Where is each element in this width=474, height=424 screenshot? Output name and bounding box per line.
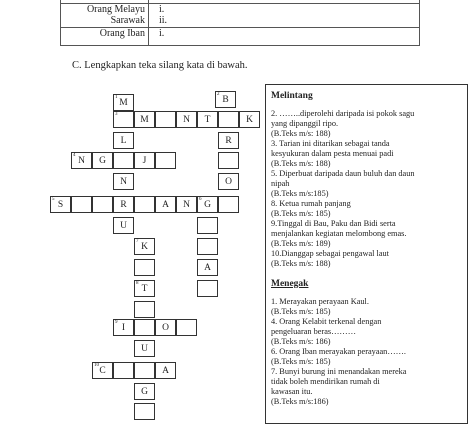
crossword-cell[interactable]: 7 K <box>134 238 155 255</box>
clue-line: pengeluaran beras……… <box>271 327 357 336</box>
crossword-cell[interactable]: G <box>92 152 113 169</box>
clue-line: 2. ……..diperolehi daripada isi pokok sagu <box>271 109 415 118</box>
crossword-cell[interactable]: 4 N <box>71 152 92 169</box>
table-cell-ethnic-group: Orang Melayu Sarawak <box>86 4 145 26</box>
crossword-cell[interactable] <box>134 259 155 276</box>
clue-line: (B.Teks m/s: 185) <box>271 307 331 316</box>
crossword-instruction: C. Lengkapkan teka silang kata di bawah. <box>72 60 248 71</box>
clue-line: 7. Bunyi burung ini menandakan mereka <box>271 367 407 376</box>
crossword-cell[interactable] <box>218 196 239 213</box>
crossword-cell[interactable]: A <box>197 259 218 276</box>
table-cell-answer: ii. <box>159 15 168 26</box>
crossword-cell[interactable]: K <box>239 111 260 128</box>
crossword-cell[interactable] <box>92 196 113 213</box>
clue-line: 9.Tinggal di Bau, Paku dan Bidi serta <box>271 219 396 228</box>
crossword-cell[interactable] <box>113 152 134 169</box>
clue-line: tidak boleh mendirikan rumah di <box>271 377 380 386</box>
crossword-cell[interactable]: A <box>155 362 176 379</box>
crossword-cell[interactable]: M <box>134 111 155 128</box>
crossword-cell[interactable] <box>113 362 134 379</box>
crossword-cell[interactable] <box>218 152 239 169</box>
table-cell-ethnic-group: Orang Iban <box>99 28 145 39</box>
across-clue-list <box>271 109 462 269</box>
crossword-cell[interactable]: 2 B <box>215 91 236 108</box>
down-clue-list <box>271 297 462 407</box>
clue-line: (B.Teks m/s: 186) <box>271 337 331 346</box>
across-heading: Melintang <box>271 91 313 101</box>
crossword-cell[interactable]: 5 S <box>50 196 71 213</box>
crossword-cell[interactable] <box>134 301 155 318</box>
crossword-cell[interactable]: O <box>218 173 239 190</box>
clue-line: (B.Teks m/s:186) <box>271 397 329 406</box>
table-column-divider <box>148 0 149 45</box>
clue-line: (B.Teks m/s: 188) <box>271 129 331 138</box>
crossword-cell[interactable]: U <box>134 340 155 357</box>
clue-line: 1. Merayakan perayaan Kaul. <box>271 297 369 306</box>
down-heading: Menegak <box>271 279 309 289</box>
crossword-cell[interactable]: 10 C <box>92 362 113 379</box>
ethnic-groups-table <box>60 0 420 46</box>
crossword-cell[interactable]: 9 I <box>113 319 134 336</box>
clue-line: 10.Dianggap sebagai pengawal laut <box>271 249 389 258</box>
clue-line: (B.Teks m/s: 185) <box>271 357 331 366</box>
clue-line: 8. Ketua rumah panjang <box>271 199 351 208</box>
crossword-cell[interactable]: N <box>176 196 197 213</box>
clue-line: 3. Tarian ini ditarikan sebagai tanda <box>271 139 390 148</box>
clue-line: (B.Teks m/s: 189) <box>271 239 331 248</box>
clue-line: 4. Orang Kelabit terkenal dengan <box>271 317 382 326</box>
crossword-cell[interactable]: A <box>155 196 176 213</box>
clue-line: 6. Orang Iban merayakan perayaan……. <box>271 347 406 356</box>
crossword-cell[interactable] <box>134 319 155 336</box>
crossword-cell[interactable] <box>197 217 218 234</box>
table-cell-answer: i. <box>159 28 165 39</box>
clue-line: kesyukuran dalam pesta menuai padi <box>271 149 394 158</box>
clue-line: (B.Teks m/s: 188) <box>271 259 331 268</box>
crossword-cell[interactable]: U <box>113 217 134 234</box>
crossword-cell[interactable] <box>155 152 176 169</box>
crossword-cell[interactable]: O <box>155 319 176 336</box>
crossword-cell[interactable] <box>218 111 239 128</box>
table-cell-answer: i. <box>159 4 165 15</box>
crossword-cell[interactable] <box>134 196 155 213</box>
clue-line: (B.Teks m/s: 188) <box>271 159 331 168</box>
crossword-cell[interactable] <box>134 362 155 379</box>
crossword-cell[interactable] <box>197 280 218 297</box>
crossword-cell[interactable] <box>197 238 218 255</box>
clue-line: (B.Teks m/s:185) <box>271 189 329 198</box>
crossword-cell[interactable] <box>176 319 197 336</box>
clue-panel <box>265 84 468 424</box>
crossword-cell[interactable]: 6 G <box>197 196 218 213</box>
crossword-cell[interactable]: T <box>197 111 218 128</box>
crossword-cell[interactable]: N <box>176 111 197 128</box>
crossword-cell[interactable] <box>134 403 155 420</box>
clue-line: menjalankan kegiatan melombong emas. <box>271 229 407 238</box>
crossword-cell[interactable] <box>71 196 92 213</box>
clue-line: (B.Teks m/s: 185) <box>271 209 331 218</box>
clue-line: nipah <box>271 179 290 188</box>
crossword-cell[interactable]: L <box>113 132 134 149</box>
clue-line: 5. Diperbuat daripada daun buluh dan daun <box>271 169 415 178</box>
crossword-cell[interactable]: 8 T <box>134 280 155 297</box>
clue-line: yang dipanggil ripo. <box>271 119 339 128</box>
crossword-cell[interactable]: G <box>134 383 155 400</box>
crossword-cell[interactable]: N <box>113 173 134 190</box>
crossword-cell[interactable]: J <box>134 152 155 169</box>
clue-line: kawasan itu. <box>271 387 313 396</box>
crossword-cell[interactable]: R <box>113 196 134 213</box>
crossword-cell[interactable] <box>155 111 176 128</box>
crossword-cell[interactable]: R <box>218 132 239 149</box>
crossword-cell[interactable]: 1 M <box>113 94 134 111</box>
crossword-cell[interactable]: 3 <box>113 111 134 128</box>
